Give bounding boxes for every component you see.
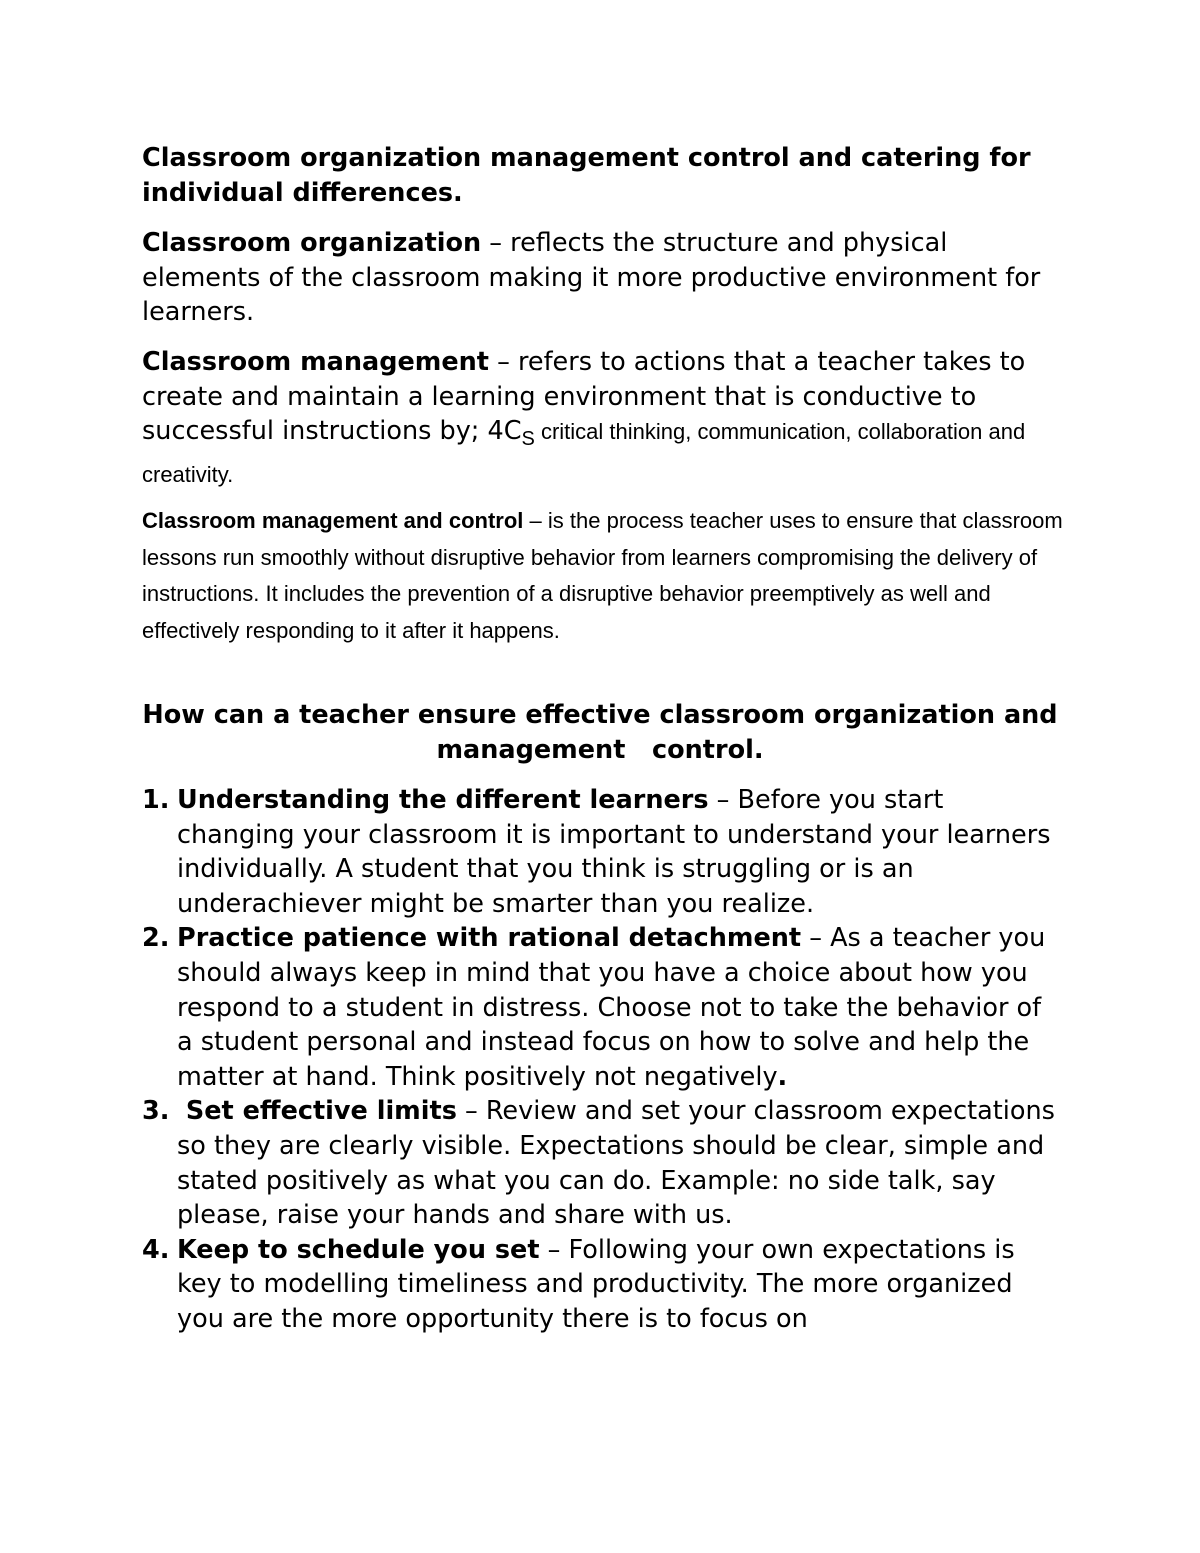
section-heading	[142, 698, 1067, 767]
list-item	[142, 921, 1062, 1094]
list-item-dash: –	[801, 923, 831, 954]
list-item-number: 4.	[142, 1234, 170, 1265]
organization-paragraph	[142, 226, 1072, 330]
control-text: is the process teacher uses to ensure that classroom lessons run smoothly without disruptive behavior from learners compromising the delivery of instructions. It includes the prevention of a disruptive behavior preemptively as well and effectively responding to it after it happens.	[142, 508, 1063, 643]
list-item-number: 1.	[142, 785, 170, 815]
management-text: refers to actions that a teacher takes to create and maintain a learning environment that is conductive to successful instructions by; 4C	[142, 347, 1026, 447]
list-item	[142, 1094, 1062, 1232]
list-item-number: 2.	[142, 923, 170, 954]
list-item-dash: –	[708, 785, 738, 815]
control-dash: –	[523, 508, 548, 533]
steps-list	[142, 783, 1062, 1337]
list-item-term: Understanding the different learners	[177, 785, 709, 815]
control-term: Classroom management and control	[142, 508, 524, 533]
management-paragraph	[142, 345, 1072, 492]
list-item-dash: –	[456, 1096, 486, 1127]
list-item-dash: –	[539, 1234, 569, 1265]
organization-text: reflects the structure and physical elements of the classroom making it more productive environment for learners.	[142, 228, 1041, 328]
list-item-text: As a teacher you should always keep in mind that you have a choice about how you respond to a student in distress. Choose not to take the behavior of a student personal and instead focus on how to solve and help the matter at hand. Think positively not negatively	[177, 923, 1046, 1092]
document-title-text: Classroom organization management control and catering for individual differences.	[142, 143, 1031, 208]
list-item-term: Keep to schedule you set	[177, 1234, 540, 1265]
list-item-term: Set effective limits	[177, 1096, 457, 1127]
list-item-number: 3.	[142, 1096, 170, 1127]
list-item	[142, 783, 1062, 921]
section-heading-text: How can a teacher ensure effective classroom organization and management control.	[142, 700, 1067, 765]
list-item-end: .	[777, 1061, 788, 1092]
document-title	[142, 141, 1072, 210]
management-term: Classroom management	[142, 347, 489, 377]
list-item-text: Following your own expectations is key to modelling timeliness and productivity. The more organized you are the more opportunity there is to focus on	[177, 1234, 1015, 1334]
list-item-text: Review and set your classroom expectations so they are clearly visible. Expectations should be clear, simple and stated positively as what you can do. Example: no side talk, say please, raise your hands and share with us.	[177, 1096, 1055, 1231]
management-tail: critical thinking, communication, collaboration and creativity.	[142, 419, 1026, 487]
management-dash: –	[488, 347, 518, 377]
control-paragraph	[142, 503, 1072, 649]
list-item	[142, 1233, 1062, 1337]
list-item-text: Before you start changing your classroom it is important to understand your learners individually. A student that you think is struggling or is an underachiever might be smarter than you realize.	[177, 785, 1051, 919]
organization-dash: –	[481, 228, 511, 258]
management-subscript: S	[521, 428, 535, 451]
list-item-term: Practice patience with rational detachment	[177, 923, 802, 954]
organization-term: Classroom organization	[142, 228, 482, 258]
